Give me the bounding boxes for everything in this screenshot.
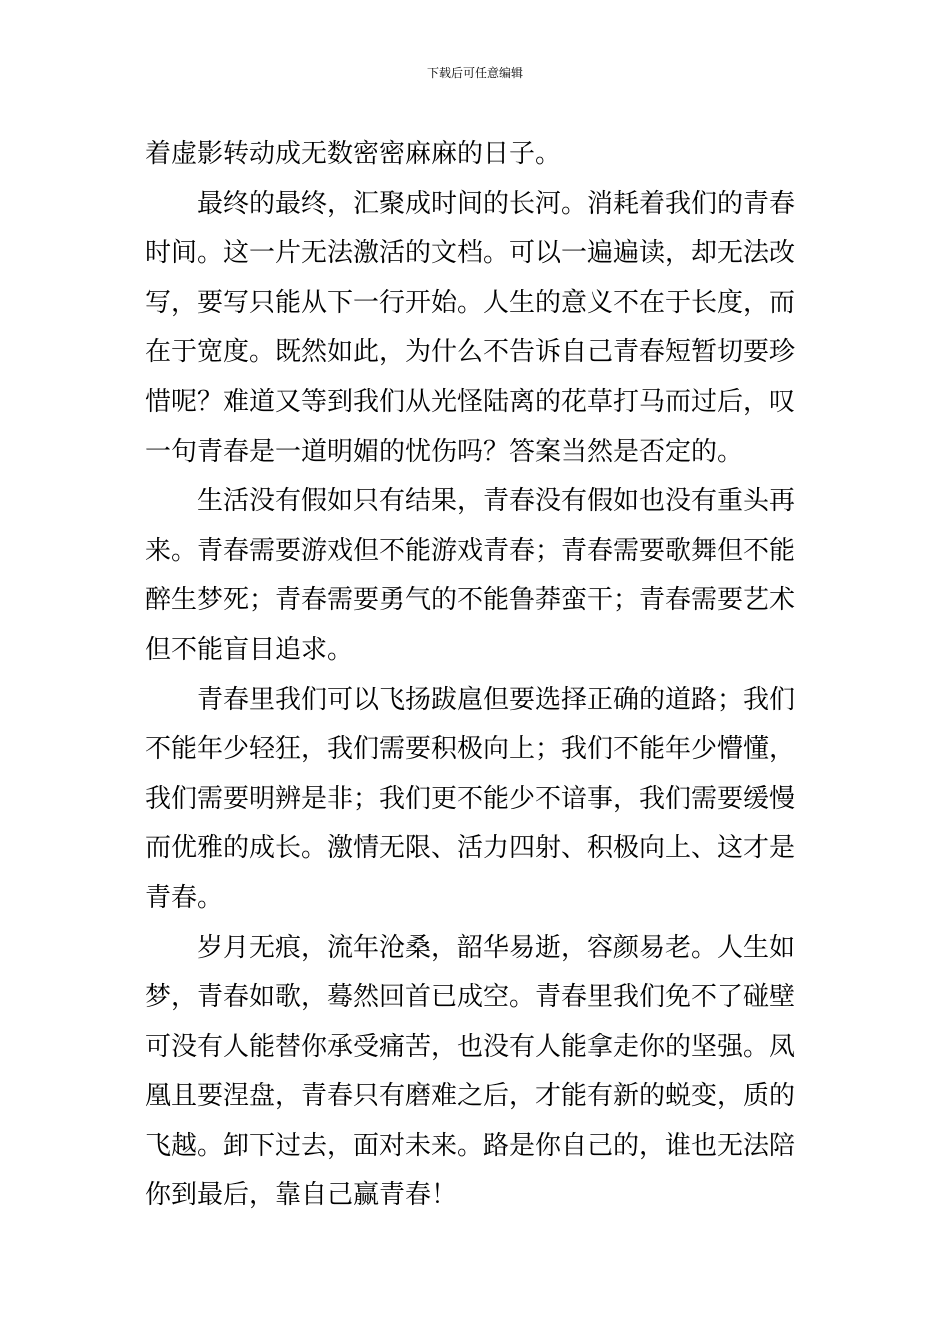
text-line: 凰且要涅盘，青春只有磨难之后，才能有新的蜕变，质的 xyxy=(145,1081,796,1112)
paragraph-first-line: 青春里我们可以飞扬跋扈但要选择正确的道路；我们 xyxy=(197,684,796,715)
text-line: 梦，青春如歌，蓦然回首已成空。青春里我们免不了碰壁 xyxy=(145,982,796,1013)
paragraph-first-line: 岁月无痕，流年沧桑，韶华易逝，容颜易老。人生如 xyxy=(197,932,796,963)
text-line: 着虚影转动成无数密密麻麻的日子。 xyxy=(145,139,562,169)
text-line: 你到最后，靠自己赢青春！ xyxy=(145,1180,458,1211)
text-line: 但不能盲目追求。 xyxy=(145,634,354,665)
text-line: 惜呢？难道又等到我们从光怪陆离的花草打马而过后，叹 xyxy=(145,386,796,417)
text-line: 时间。这一片无法激活的文档。可以一遍遍读，却无法改 xyxy=(145,238,796,269)
text-line: 青春。 xyxy=(145,882,224,913)
text-line: 醉生梦死；青春需要勇气的不能鲁莽蛮干；青春需要艺术 xyxy=(145,585,796,616)
text-line: 可没有人能替你承受痛苦，也没有人能拿走你的坚强。凤 xyxy=(145,1031,796,1062)
text-line: 我们需要明辨是非；我们更不能少不谙事，我们需要缓慢 xyxy=(145,783,796,814)
text-line: 不能年少轻狂，我们需要积极向上；我们不能年少懵懂， xyxy=(145,734,796,765)
text-line: 一句青春是一道明媚的忧伤吗？答案当然是否定的。 xyxy=(145,436,744,467)
text-line: 在于宽度。既然如此，为什么不告诉自己青春短暂切要珍 xyxy=(145,337,796,368)
paragraph-first-line: 生活没有假如只有结果，青春没有假如也没有重头再 xyxy=(197,486,796,517)
document-body xyxy=(145,130,809,1221)
text-line: 来。青春需要游戏但不能游戏青春；青春需要歌舞但不能 xyxy=(145,535,796,566)
text-line: 飞越。卸下过去，面对未来。路是你自己的，谁也无法陪 xyxy=(145,1130,796,1161)
page-header: 下载后可任意编辑 xyxy=(426,66,523,80)
paragraph-first-line: 最终的最终，汇聚成时间的长河。消耗着我们的青春 xyxy=(197,188,796,219)
text-line: 写，要写只能从下一行开始。人生的意义不在于长度，而 xyxy=(145,287,796,318)
text-line: 而优雅的成长。激情无限、活力四射、积极向上、这才是 xyxy=(145,833,796,864)
